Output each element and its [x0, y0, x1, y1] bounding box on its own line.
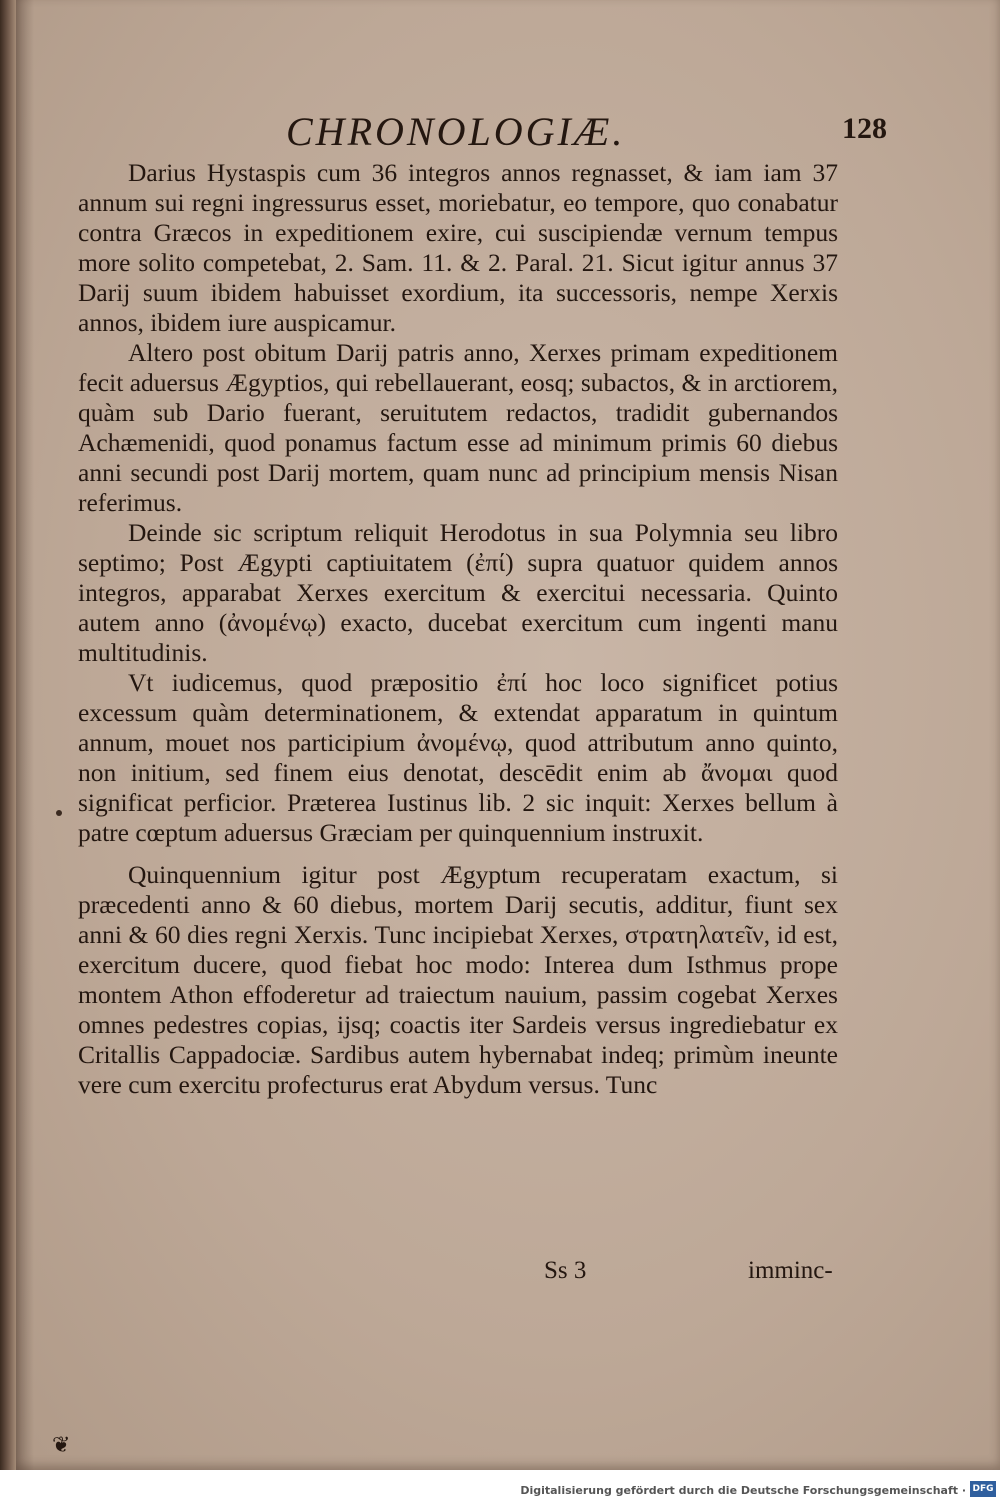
scanned-page — [16, 0, 1000, 1470]
body-text — [78, 158, 838, 1100]
paragraph-2: Altero post obitum Darij patris anno, Xerxes primam expeditionem fecit aduersus Ægyptios, qui rebellauerant, eosq; subactos, & in arctiorem, quàm sub Dario fuerant, seruitutem redactos, tradidit gubernandos Achæmenidi, quod ponamus factum esse ad minimum primis 60 diebus anni secundi post Darij mortem, quam nunc ad principium mensis Nisan referimus. — [78, 338, 838, 517]
digitization-footer — [0, 1470, 1000, 1501]
running-head: CHRONOLOGIÆ. — [286, 109, 626, 154]
margin-dot — [56, 810, 62, 816]
margin-ornament-icon: ❦ — [52, 1432, 71, 1457]
book-spine-edge — [0, 0, 16, 1470]
page-number: 128 — [842, 112, 887, 145]
paragraph-3: Deinde sic scriptum reliquit Herodotus in sua Polymnia seu libro septimo; Post Ægypti captiuitatem (ἐπί) supra quatuor quidem annos integros, apparabat Xerxes exercitum & exercitui necessaria. Quinto autem anno (ἀνομένῳ) exacto, ducebat exercitum cum ingenti manu multitudinis. — [78, 518, 838, 667]
paragraph-5: Quinquennium igitur post Ægyptum recuperatam exactum, si præcedenti anno & 60 diebus, mortem Darij secutis, additur, fiunt sex anni & 60 dies regni Xerxis. Tunc incipiebat Xerxes, στρατηλατεῖν, id est, exercitum ducere, quod fiebat hoc modo: Interea dum Isthmus prope montem Athon effoderetur ad traiectum nauium, passim cogebat Xerxes omnes pedestres copias, ijsq; coactis iter Sardeis versus ingrediebatur ex Critallis Cappadociæ. Sardibus autem hybernabat indeq; primùm ineunte vere cum exercitu profecturus erat Abydum versus. Tunc — [78, 860, 838, 1099]
paragraph-4: Vt iudicemus, quod præpositio ἐπί hoc loco significet potius excessum quàm determinationem, & extendat apparatum in quintum annum, mouet nos participium ἀνομένῳ, quod attributum anno quinto, non initium, sed finem eius denotat, descēdit enim ab ἄνομαι quod significat perficior. Præterea Iustinus lib. 2 sic inquit: Xerxes bellum à patre cœptum aduersus Græciam per quinquennium instruxit. — [78, 668, 838, 847]
catchword: imminc- — [748, 1257, 833, 1284]
dfg-logo-icon: DFG — [970, 1481, 996, 1497]
funding-notice: Digitalisierung gefördert durch die Deutsche Forschungsgemeinschaft · — [520, 1484, 966, 1497]
signature-mark: Ss 3 — [544, 1257, 587, 1284]
paragraph-1: Darius Hystaspis cum 36 integros annos regnasset, & iam iam 37 annum sui regni ingressurus esset, moriebatur, eo tempore, quo conabatur contra Græcos in expeditionem exire, cui suscipiendæ vernum tempus more solito competebat, 2. Sam. 11. & 2. Paral. 21. Sicut igitur annus 37 Darij suum ibidem habuisset exordium, ita successoris, nempe Xerxis annos, ibidem iure auspicamur. — [78, 158, 838, 337]
